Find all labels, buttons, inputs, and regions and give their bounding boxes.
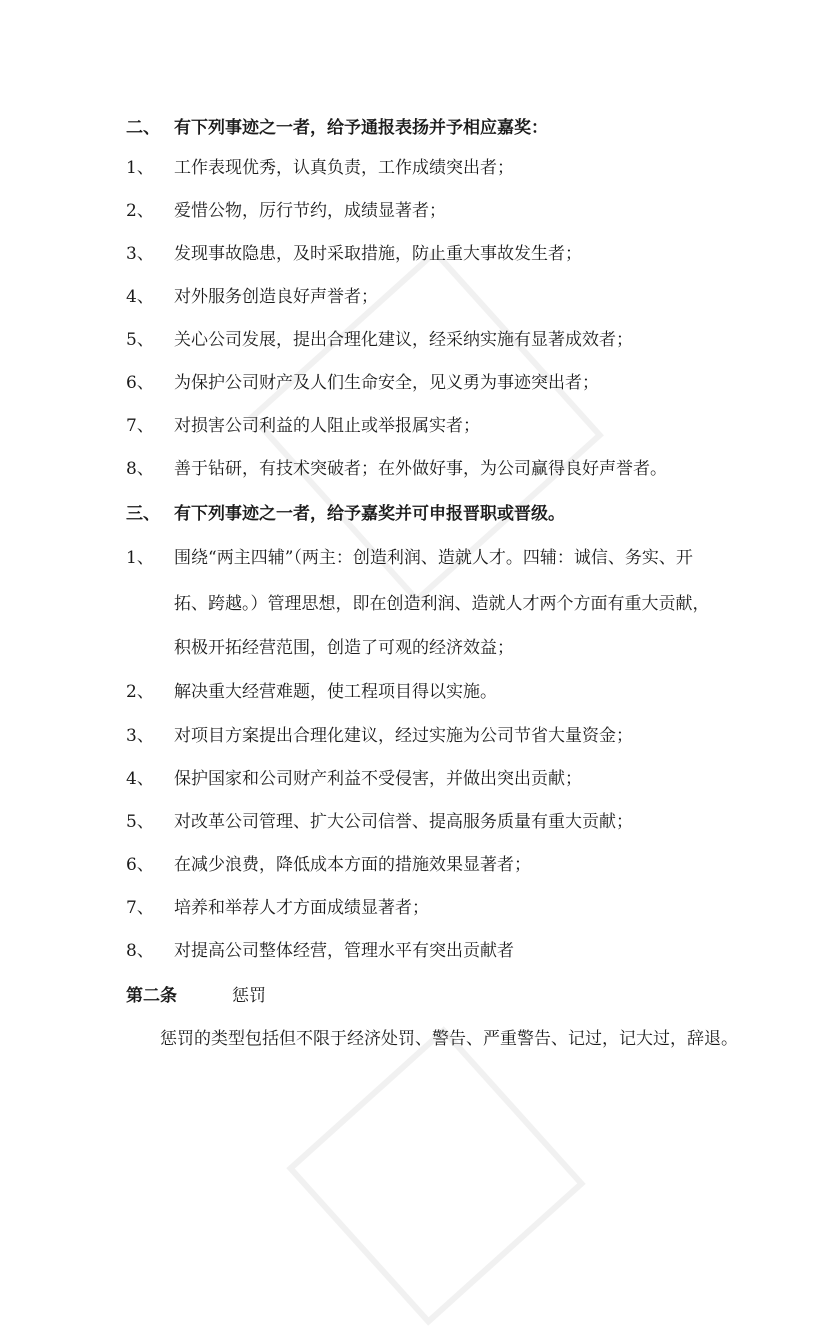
item-number: 5、 bbox=[126, 330, 154, 350]
item-number: 8、 bbox=[126, 941, 154, 961]
item-text: 在减少浪费，降低成本方面的措施效果显著者； bbox=[174, 855, 531, 875]
item-number: 6、 bbox=[126, 373, 154, 393]
article-label: 第二条 bbox=[126, 986, 177, 1006]
item-number: 3、 bbox=[126, 726, 154, 746]
item-text: 对提高公司整体经营，管理水平有突出贡献者 bbox=[174, 941, 514, 961]
item-text: 为保护公司财产及人们生命安全，见义勇为事迹突出者； bbox=[174, 373, 599, 393]
item-text-line: 拓、跨越。）管理思想，即在创造利润、造就人才两个方面有重大贡献， bbox=[174, 594, 710, 614]
item-text: 对外服务创造良好声誉者； bbox=[174, 287, 378, 307]
item-number: 4、 bbox=[126, 287, 154, 307]
item-number: 3、 bbox=[126, 244, 154, 264]
article-paragraph: 惩罚的类型包括但不限于经济处罚、警告、严重警告、记过，记大过，辞退。 bbox=[160, 1029, 738, 1049]
item-number: 1、 bbox=[126, 548, 154, 568]
watermark-shape bbox=[286, 1026, 585, 1325]
section3-heading-text: 有下列事迹之一者，给予嘉奖并可申报晋职或晋级。 bbox=[174, 504, 565, 524]
item-text: 善于钻研，有技术突破者；在外做好事，为公司赢得良好声誉者。 bbox=[174, 459, 667, 479]
item-number: 7、 bbox=[126, 416, 154, 436]
item-number: 2、 bbox=[126, 682, 154, 702]
item-text: 对改革公司管理、扩大公司信誉、提高服务质量有重大贡献； bbox=[174, 812, 633, 832]
article-title: 惩罚 bbox=[232, 986, 266, 1006]
item-text: 工作表现优秀，认真负责，工作成绩突出者； bbox=[174, 158, 514, 178]
item-number: 7、 bbox=[126, 898, 154, 918]
item-number: 8、 bbox=[126, 459, 154, 479]
section2-heading-num: 二、 bbox=[126, 118, 160, 138]
item-number: 2、 bbox=[126, 201, 154, 221]
item-text: 培养和举荐人才方面成绩显著者； bbox=[174, 898, 429, 918]
item-text-line: 积极开拓经营范围，创造了可观的经济效益； bbox=[174, 638, 514, 658]
item-text-line: 围绕“两主四辅”（两主：创造利润、造就人才。四辅：诚信、务实、开 bbox=[174, 548, 693, 568]
item-number: 5、 bbox=[126, 812, 154, 832]
item-number: 4、 bbox=[126, 769, 154, 789]
item-text: 爱惜公物，厉行节约，成绩显著者； bbox=[174, 201, 446, 221]
section2-heading-text: 有下列事迹之一者，给予通报表扬并予相应嘉奖： bbox=[174, 118, 548, 138]
item-number: 1、 bbox=[126, 158, 154, 178]
item-text: 关心公司发展，提出合理化建议，经采纳实施有显著成效者； bbox=[174, 330, 633, 350]
item-text: 解决重大经营难题，使工程项目得以实施。 bbox=[174, 682, 497, 702]
item-number: 6、 bbox=[126, 855, 154, 875]
item-text: 发现事故隐患，及时采取措施，防止重大事故发生者； bbox=[174, 244, 582, 264]
section3-heading-num: 三、 bbox=[126, 504, 160, 524]
item-text: 对损害公司利益的人阻止或举报属实者； bbox=[174, 416, 480, 436]
item-text: 对项目方案提出合理化建议，经过实施为公司节省大量资金； bbox=[174, 726, 633, 746]
item-text: 保护国家和公司财产利益不受侵害，并做出突出贡献； bbox=[174, 769, 582, 789]
